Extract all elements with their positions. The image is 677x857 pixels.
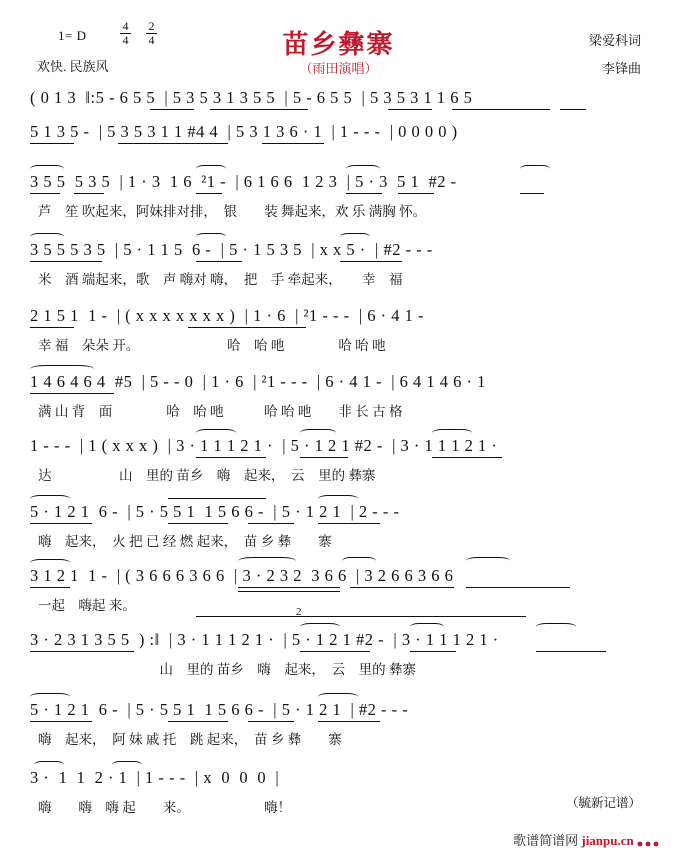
notes-line: 3 1 2 1 1 - | ( 3 6 6 6 3 6 6 | 3 · 2 3 2 3 6 6 | 3 2 6 6 3 6 6 (30, 566, 454, 585)
dots-icon-svg (637, 839, 663, 849)
lyrics-line: 满 山 背 面 哈 咍 吔 哈 咍 吔 非 长 古 格 (38, 404, 403, 419)
lyrics-line: 嗨 起来， 火 把 已 经 燃 起来， 苗 乡 彝 寨 (38, 534, 332, 549)
watermark-site-name: 歌谱简谱网 (513, 833, 579, 848)
time-signature-alt-top: 2 (148, 19, 155, 33)
performer-subtitle: （雨田演唱） (299, 61, 378, 76)
watermark-url[interactable]: jianpu.cn (581, 833, 634, 848)
page-title: 苗乡彝寨 (282, 30, 395, 59)
credit-lyricist: 梁爱科词 (588, 33, 641, 48)
lyrics-line: 幸 福 朵朵 开。 哈 咍 吔 哈 咍 吔 (38, 338, 386, 353)
notes-line: 5 · 1 2 1 6 - | 5 · 5 5 1 1 5 6 6 - | 5 · 1 2 1 | #2 - - - (30, 700, 409, 719)
notes-line: 5 · 1 2 1 6 - | 5 · 5 5 1 1 5 6 6 - | 5 · 1 2 1 | 2 - - - (30, 502, 400, 521)
notes-line: 5 1 3 5 - | 5 3 5 3 1 1 #4 4 | 5 3 1 3 6 · 1 | 1 - - - | 0 0 0 0 ) (30, 122, 458, 141)
transcriber-credit: （毓新记谱） (565, 796, 641, 810)
notes-line: 3 5 5 5 3 5 | 1 · 3 1 6 ²1 - | 6 1 6 6 1 2 3 | 5 · 3 5 1 #2 - (30, 172, 457, 191)
tempo-style-note: 欢快. 民族风 (37, 59, 109, 74)
repeat-number: 2 (296, 606, 302, 618)
watermark (513, 830, 663, 849)
watermark-dots-icon (637, 837, 663, 847)
lyrics-line: 达 山 里的 苗乡 嗨 起来， 云 里的 彝寨 (38, 468, 376, 483)
time-signature-top: 4 (122, 19, 129, 33)
lyrics-line: 芦 笙 吹起来，阿妹排对排， 银 装 舞起来，欢 乐 满胸 怀。 (38, 204, 427, 219)
key-signature: 1= D (58, 28, 87, 43)
notes-line: 1 - - - | 1 ( x x x ) | 3 · 1 1 1 2 1 · | 5 · 1 2 1 #2 - | 3 · 1 1 1 2 1 · (30, 436, 498, 455)
time-signature-alt-bottom: 4 (148, 33, 155, 47)
notes-line: 3 5 5 5 3 5 | 5 · 1 1 5 6 - | 5 · 1 5 3 5 | x x 5 · | #2 - - - (30, 240, 433, 259)
time-signature-bottom: 4 (122, 33, 129, 47)
notes-line: 1 4 6 4 6 4 #5 | 5 - - 0 | 1 · 6 | ²1 - - - | 6 · 4 1 - | 6 4 1 4 6 · 1 (30, 372, 486, 391)
lyrics-line: 嗨 起来， 阿 妹 戚 托 跳 起来， 苗 乡 彝 寨 (38, 732, 342, 747)
credit-composer: 李锋曲 (601, 61, 641, 76)
notes-line: 3 · 2 3 1 3 5 5 ) :‖ | 3 · 1 1 1 2 1 · | 5 · 1 2 1 #2 - | 3 · 1 1 1 2 1 · (30, 630, 499, 649)
notes-line: ( 0 1 3 ‖:5 - 6 5 5 | 5 3 5 3 1 3 5 5 | 5 - 6 5 5 | 5 3 5 3 1 1 6 5 (30, 88, 473, 107)
notes-line: 3 · 1 1 2 · 1 | 1 - - - | x 0 0 0 | (30, 768, 280, 787)
lyrics-line: 嗨 嗨 嗨 起 来。 嗨！ (38, 800, 292, 815)
lyrics-line: 一起 嗨起 来。 (38, 598, 136, 613)
lyrics-line: 米 酒 端起来，歌 声 嗨对 嗨， 把 手 牵起来， 幸 福 (38, 272, 403, 287)
notes-line: 2 1 5 1 1 - | ( x x x x x x x ) | 1 · 6 | ²1 - - - | 6 · 4 1 - (30, 306, 424, 325)
lyrics-line: 山 里的 苗乡 嗨 起来， 云 里的 彝寨 (38, 662, 416, 677)
